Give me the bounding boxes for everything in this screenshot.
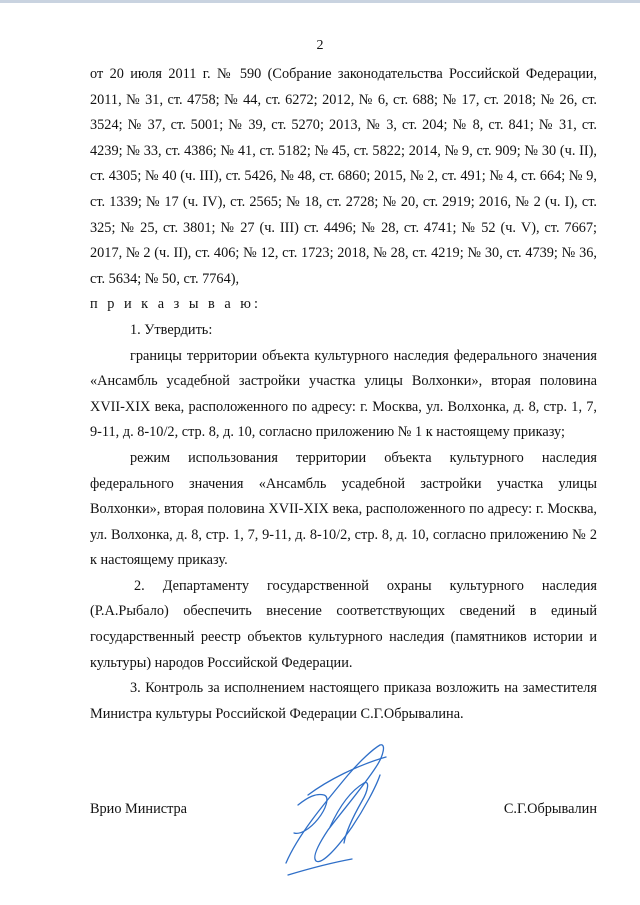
scan-edge (0, 0, 640, 3)
item-3-paragraph: 3. Контроль за исполнением настоящего приказа возложить на заместителя Министра культуры Российской Федерации С.Г.Обрывалина. (90, 680, 597, 722)
document-body (90, 62, 597, 727)
signatory-position: Врио Министра (90, 801, 187, 817)
item-1-boundaries-paragraph: границы территории объекта культурного наследия федерального значения «Ансамбль усадебной застройки участка улицы Волхонки», вторая половина XVII-XIX века, расположенного по адресу: г. Москва, ул. Волхонка, д. 8, стр. 1, 7, 9-11, д. 8-10/2, стр. 8, д. 10, согласно приложению № 1 к настоящему приказу; (90, 347, 597, 441)
legal-references-paragraph: от 20 июля 2011 г. № 590 (Собрание законодательства Российской Федерации, 2011, № 31, ст. 4758; № 44, ст. 6272; 2012, № 6, ст. 688; № 17, ст. 2018; № 26, ст. 3524; № 37, ст. 5001; № 39, ст. 5270; 2013, № 3, ст. 204; № 8, ст. 841; № 31, ст. 4239; № 33, ст. 4386; № 41, ст. 5182; № 45, ст. 5822; 2014, № 9, ст. 909; № 30 (ч. II), ст. 4305; № 40 (ч. III), ст. 5426, № 48, ст. 6860; 2015, № 2, ст. 491; № 4, ст. 664; № 9, ст. 1339; № 17 (ч. IV), ст. 2565; № 18, ст. 2728; № 20, ст. 2919; 2016, № 2 (ч. I), ст. 325; № 25, ст. 3801; № 27 (ч. III) ст. 4496; № 28, ст. 4741; № 52 (ч. V), ст. 7667; 2017, № 2 (ч. II), ст. 406; № 12, ст. 1723; 2018, № 28, ст. 4219; № 30, ст. 4739; № 36, ст. 5634; № 50, ст. 7764), (90, 66, 597, 287)
signatory-name: С.Г.Обрывалин (503, 801, 597, 817)
page-number: 2 (316, 38, 324, 53)
item-2-paragraph: 2. Департаменту государственной охраны культурного наследия (Р.А.Рыбало) обеспечить внесение соответствующих сведений в единый государственный реестр объектов культурного наследия (памятников истории и культуры) народов Российской Федерации. (90, 577, 597, 671)
signature-block (90, 800, 597, 820)
item-1-heading: 1. Утвердить: (130, 321, 213, 338)
item-1-regime-paragraph: режим использования территории объекта культурного наследия федерального значения «Ансамбль усадебной застройки участка улицы Волхонки», вторая половина XVII-XIX века, расположенного по адресу: г. Москва, ул. Волхонка, д. 8, стр. 1, 7, 9-11, д. 8-10/2, стр. 8, д. 10, согласно приложению № 2 к настоящему приказу. (90, 449, 597, 569)
order-keyword: п р и к а з ы в а ю: (90, 296, 261, 313)
